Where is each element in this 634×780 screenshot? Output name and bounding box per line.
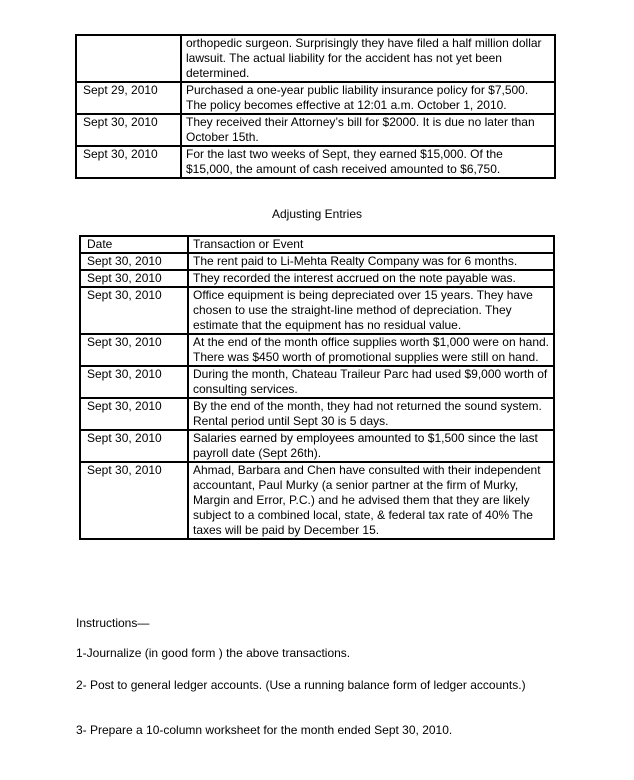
table-row xyxy=(80,270,554,287)
event-cell: They received their Attorney’s bill for $2000. It is due no later than October 15th. xyxy=(181,114,555,146)
event-header: Transaction or Event xyxy=(188,236,554,253)
transactions-table xyxy=(75,34,556,179)
adjusting-entries-table xyxy=(79,235,555,540)
table-row xyxy=(76,114,555,146)
date-cell: Sept 30, 2010 xyxy=(80,430,188,462)
date-cell: Sept 30, 2010 xyxy=(80,287,188,334)
date-cell: Sept 30, 2010 xyxy=(80,253,188,270)
table-row xyxy=(80,253,554,270)
date-cell: Sept 30, 2010 xyxy=(80,270,188,287)
date-cell xyxy=(76,35,181,82)
date-cell: Sept 30, 2010 xyxy=(80,398,188,430)
event-cell: orthopedic surgeon. Surprisingly they have filed a half million dollar lawsuit. The actual liability for the accident has not yet been determined. xyxy=(181,35,555,82)
table-row xyxy=(80,462,554,539)
table-row xyxy=(80,430,554,462)
event-cell: They recorded the interest accrued on the note payable was. xyxy=(188,270,554,287)
table-row xyxy=(80,366,554,398)
table-row xyxy=(80,398,554,430)
date-cell: Sept 30, 2010 xyxy=(80,366,188,398)
event-cell: For the last two weeks of Sept, they earned $15,000. Of the $15,000, the amount of cash received amounted to $6,750. xyxy=(181,146,555,178)
event-cell: Salaries earned by employees amounted to $1,500 since the last payroll date (Sept 26th). xyxy=(188,430,554,462)
table-row xyxy=(80,334,554,366)
date-cell: Sept 30, 2010 xyxy=(80,462,188,539)
instruction-journalize: 1-Journalize (in good form ) the above transactions. xyxy=(76,646,351,660)
event-cell: At the end of the month office supplies worth $1,000 were on hand. There was $450 worth of promotional supplies were still on hand. xyxy=(188,334,554,366)
table-row xyxy=(80,287,554,334)
event-cell: During the month, Chateau Traileur Parc had used $9,000 worth of consulting services. xyxy=(188,366,554,398)
event-cell: Purchased a one-year public liability insurance policy for $7,500. The policy becomes effective at 12:01 a.m. October 1, 2010. xyxy=(181,82,555,114)
event-cell: By the end of the month, they had not returned the sound system. Rental period until Sept 30 is 5 days. xyxy=(188,398,554,430)
date-cell: Sept 29, 2010 xyxy=(76,82,181,114)
date-cell: Sept 30, 2010 xyxy=(76,146,181,178)
date-cell: Sept 30, 2010 xyxy=(76,114,181,146)
date-header: Date xyxy=(80,236,188,253)
table-row xyxy=(76,35,555,82)
event-cell: The rent paid to Li-Mehta Realty Company was for 6 months. xyxy=(188,253,554,270)
date-cell: Sept 30, 2010 xyxy=(80,334,188,366)
table-row xyxy=(76,82,555,114)
instruction-post-ledger: 2- Post to general ledger accounts. (Use a running balance form of ledger accounts.) xyxy=(76,678,526,692)
adjusting-entries-heading: Adjusting Entries xyxy=(271,207,363,221)
table-row xyxy=(76,146,555,178)
instructions-title: Instructions— xyxy=(76,616,150,630)
instruction-worksheet: 3- Prepare a 10-column worksheet for the month ended Sept 30, 2010. xyxy=(76,723,453,737)
event-cell: Ahmad, Barbara and Chen have consulted with their independent accountant, Paul Murky (a senior partner at the firm of Murky, Margin and Error, P.C.) and he advised them that they are likely subject to a combined local, state, & federal tax rate of 40% The taxes will be paid by December 15. xyxy=(188,462,554,539)
event-cell: Office equipment is being depreciated over 15 years. They have chosen to use the straight-line method of depreciation. They estimate that the equipment has no residual value. xyxy=(188,287,554,334)
table-header-row xyxy=(80,236,554,253)
